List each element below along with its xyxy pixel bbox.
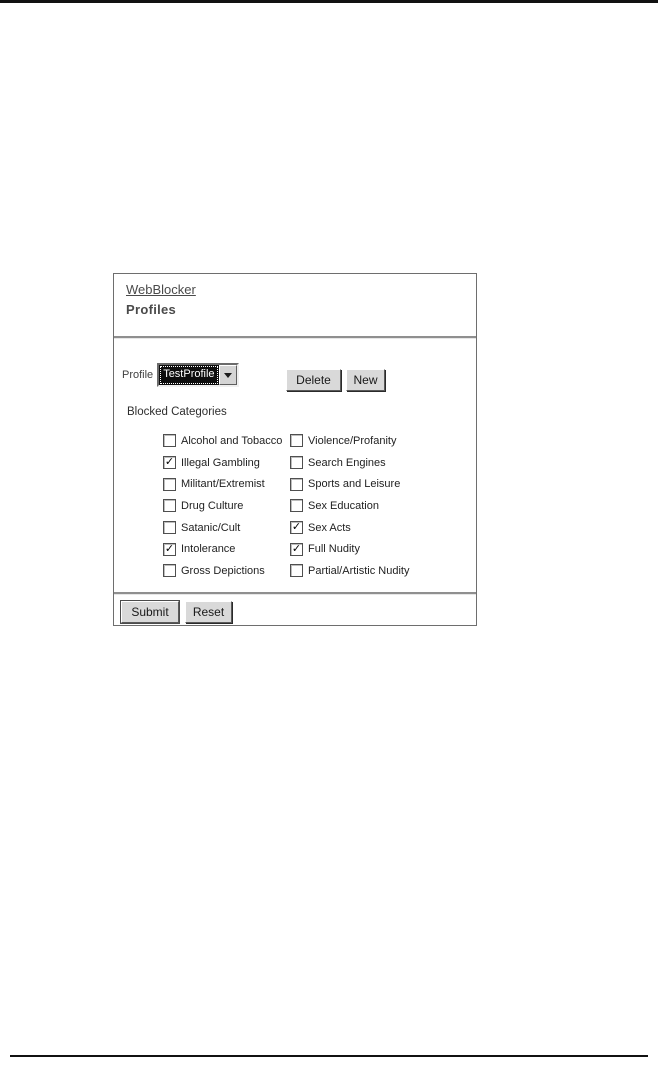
category-item	[163, 452, 290, 474]
category-checkbox[interactable]	[163, 499, 176, 512]
category-item	[290, 495, 409, 517]
category-checkbox-checked[interactable]: ✓	[291, 542, 302, 555]
header-divider	[114, 336, 476, 339]
category-item	[163, 495, 290, 517]
panel-header	[126, 281, 196, 317]
category-label: Gross Depictions	[181, 564, 265, 577]
category-label: Sex Education	[308, 499, 379, 512]
category-label: Intolerance	[181, 543, 236, 556]
webblocker-link[interactable]: WebBlocker	[126, 282, 196, 297]
category-checkbox[interactable]	[290, 434, 303, 447]
category-label: Violence/Profanity	[308, 434, 397, 447]
category-label: Sex Acts	[308, 521, 351, 534]
profile-select[interactable]	[157, 363, 239, 387]
category-label: Alcohol and Tobacco	[181, 434, 283, 447]
category-checkbox[interactable]	[163, 564, 176, 577]
category-item	[290, 538, 409, 560]
category-item	[163, 430, 290, 452]
category-checkbox-checked[interactable]: ✓	[291, 521, 302, 534]
delete-button[interactable]: Delete	[286, 369, 341, 391]
category-item	[290, 473, 409, 495]
category-checkbox[interactable]	[163, 434, 176, 447]
category-label: Sports and Leisure	[308, 478, 401, 491]
category-checkbox-checked[interactable]: ✓	[164, 542, 175, 555]
category-item	[163, 560, 290, 582]
category-checkbox[interactable]	[290, 499, 303, 512]
reset-button[interactable]: Reset	[185, 601, 232, 623]
category-checkbox[interactable]	[290, 456, 303, 469]
category-label: Drug Culture	[181, 499, 244, 512]
category-label: Search Engines	[308, 456, 386, 469]
triangle-down-icon	[224, 373, 232, 378]
category-item	[163, 538, 290, 560]
profile-label: Profile	[122, 369, 154, 381]
new-button[interactable]: New	[346, 369, 385, 391]
webblocker-profiles-panel	[113, 273, 477, 626]
category-item	[290, 517, 409, 539]
profile-row	[122, 363, 239, 387]
dropdown-arrow-icon[interactable]	[219, 365, 237, 385]
category-item	[290, 430, 409, 452]
category-label: Illegal Gambling	[181, 456, 260, 469]
page-bottom-rule	[10, 1055, 648, 1057]
category-checkbox[interactable]	[290, 478, 303, 491]
footer-divider	[114, 592, 476, 595]
category-item	[163, 517, 290, 539]
blocked-categories-label: Blocked Categories	[127, 406, 227, 418]
category-checkbox[interactable]	[163, 478, 176, 491]
category-checkbox[interactable]	[163, 521, 176, 534]
category-label: Partial/Artistic Nudity	[308, 564, 410, 577]
category-grid	[163, 430, 409, 582]
category-checkbox[interactable]	[290, 564, 303, 577]
category-item	[163, 473, 290, 495]
page-title: Profiles	[126, 302, 177, 317]
category-label: Full Nudity	[308, 543, 360, 556]
category-item	[290, 560, 409, 582]
profile-select-value: TestProfile	[159, 365, 219, 385]
category-label: Satanic/Cult	[181, 521, 241, 534]
page-top-rule	[0, 0, 658, 3]
category-checkbox-checked[interactable]: ✓	[164, 456, 175, 469]
category-item	[290, 452, 409, 474]
category-label: Militant/Extremist	[181, 478, 265, 491]
submit-button[interactable]: Submit	[121, 601, 179, 623]
